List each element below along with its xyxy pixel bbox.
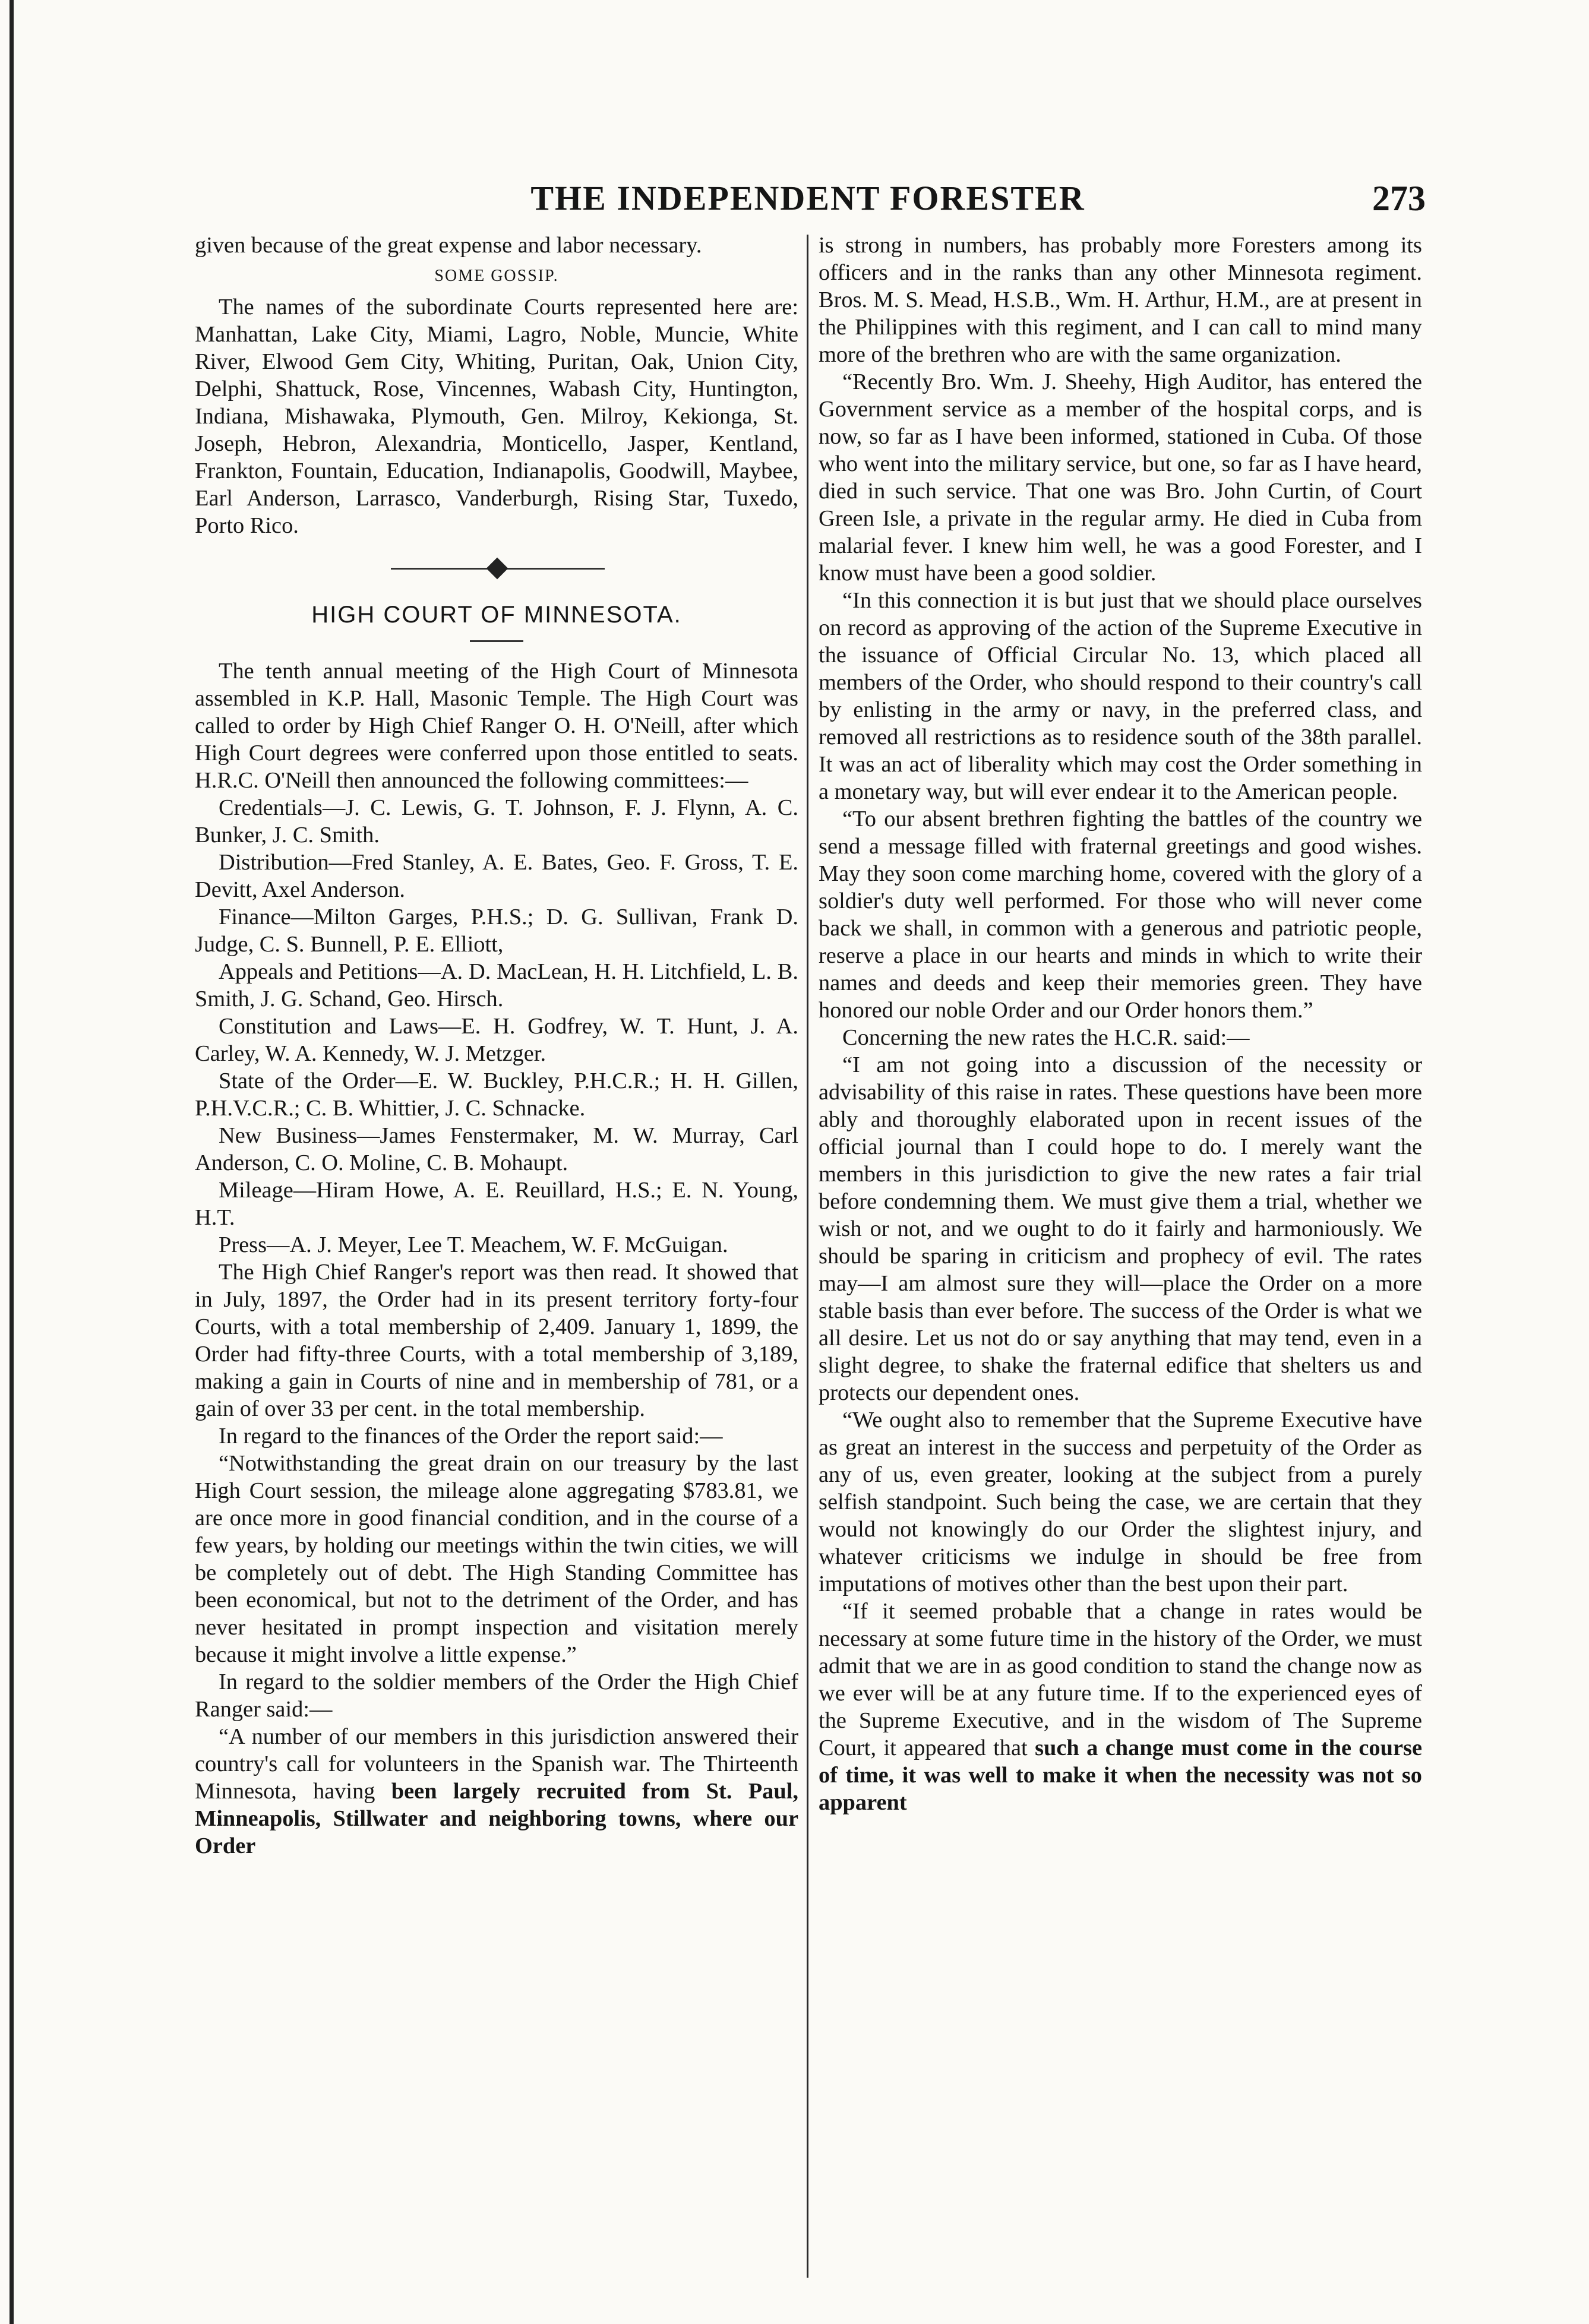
intro-paragraph: given because of the great expense and labor necessary.: [195, 233, 702, 258]
rates-quote: “I am not going into a discussion of the necessity or advisability of this raise in rates. These questions have been more ably and thoroughly elaborated upon in recent issues of the official journal than I could hope to do. I merely want the members in this jurisdiction to give the new rates a fair trial before condemning them. We must give them a trial, whether we wish or not, and we ought to do it fairly and harmoniously. We should be sparing in criticism and prophecy of evil. The rates may—I am almost sure they will—place the Order on a more stable basis than ever before. The success of the Order is what we all desire. Let us not do or say anything that may tend, even in a slight degree, to shake the fraternal edifice that shelters us and protects our dependent ones.: [819, 1052, 1422, 1405]
gossip-heading: SOME GOSSIP.: [434, 267, 559, 285]
section-ornament: [195, 557, 798, 581]
committee-finance: Finance—Milton Garges, P.H.S.; D. G. Sullivan, Frank D. Judge, C. S. Bunnell, P. E. Elliott,: [195, 905, 798, 957]
scan-edge-line: [10, 0, 14, 2324]
change-paragraph-text: “If it seemed probable that a change in rates would be necessary at some future time in the history of the Order, we must admit that we are in as good condition to stand the change now as we ever will be at any future time. If to the experienced eyes of the Supreme Executive, and in the wisdom of The Supreme Court, it appeared that: [819, 1599, 1422, 1760]
circular-paragraph: “In this connection it is but just that we should place ourselves on record as approving of the action of the Supreme Executive in the issuance of Official Circular No. 13, which placed all members of the Order, who should respond to their country's call by enlisting in the army or navy, in the preferred class, and removed all restrictions as to residence south of the 38th parallel. It was an act of liberality which may cost the Order something in a monetary way, but will ever endear it to the American people.: [819, 588, 1422, 804]
change-paragraph: [819, 1598, 1422, 1816]
soldier-quote: [195, 1723, 798, 1860]
committee-mileage: Mileage—Hiram Howe, A. E. Reuillard, H.S.; E. N. Young, H.T.: [195, 1178, 798, 1230]
committee-new-business: New Business—James Fenstermaker, M. W. Murray, Carl Anderson, C. O. Moline, C. B. Mohaupt.: [195, 1123, 798, 1175]
committee-appeals: Appeals and Petitions—A. D. MacLean, H. H. Litchfield, L. B. Smith, J. G. Schand, Geo. Hirsch.: [195, 959, 798, 1011]
column-divider: [807, 235, 808, 2278]
page-header: [196, 178, 1426, 226]
heading-rule: [470, 640, 523, 642]
committee-press: Press—A. J. Meyer, Lee T. Meachem, W. F. McGuigan.: [219, 1232, 728, 1257]
page-number: 273: [1372, 179, 1426, 218]
committee-state-of-order: State of the Order—E. W. Buckley, P.H.C.R.; H. H. Gillen, P.H.V.C.R.; C. B. Whittier, J. C. Schnacke.: [195, 1068, 798, 1121]
committee-distribution: Distribution—Fred Stanley, A. E. Bates, Geo. F. Gross, T. E. Devitt, Axel Anderson.: [195, 850, 798, 902]
gossip-paragraph: The names of the subordinate Courts represented here are: Manhattan, Lake City, Miami, Lagro, Noble, Muncie, White River, Elwood Gem City, Whiting, Puritan, Oak, Union City, Delphi, Shattuck, Rose, Vincennes, Wabash City, Huntington, Indiana, Mishawaka, Plymouth, Gen. Milroy, Kekionga, St. Joseph, Hebron, Alexandria, Monticello, Jasper, Kentland, Frankton, Fountain, Education, Indianapolis, Goodwill, Maybee, Earl Anderson, Larrasco, Vanderburgh, Rising Star, Tuxedo, Porto Rico.: [195, 295, 798, 538]
rates-intro: Concerning the new rates the H.C.R. said:—: [842, 1025, 1250, 1050]
brethren-paragraph: “To our absent brethren fighting the battles of the country we send a message filled with fraternal greetings and good wishes. May they soon come marching home, covered with the glory of a soldier's duty well performed. For those who will never come back we shall, in common with a generous and patriotic people, reserve a place in our hearts and minds in which to write their names and deeds and keep their memories green. They have honored our noble Order and our Order honors them.”: [819, 807, 1422, 1023]
right-column: [819, 232, 1422, 2263]
finances-quote: “Notwithstanding the great drain on our treasury by the last High Court session, the mileage alone aggregating $783.81, we are once more in good financial condition, and in the course of a few years, by holding our meetings within the twin cities, we will be completely out of debt. The High Standing Committee has been economical, but not to the detriment of the Order, and has never hesitated in prompt inspection and visitation merely because it might involve a little expense.”: [195, 1451, 798, 1667]
report-paragraph: The High Chief Ranger's report was then read. It showed that in July, 1897, the Order had in its present territory forty-four Courts, with a total membership of 2,409. January 1, 1899, the Order had fifty-three Courts, with a total membership of 3,189, making a gain in Courts of nine and in membership of 781, or a gain of over 33 per cent. in the total membership.: [195, 1260, 798, 1421]
soldier-intro: In regard to the soldier members of the Order the High Chief Ranger said:—: [195, 1670, 798, 1722]
change-paragraph-bold: such a change must come in the course of time, it was well to make it when the necessity was not so apparent: [819, 1735, 1422, 1815]
article-heading: HIGH COURT OF MINNESOTA.: [311, 602, 682, 628]
soldier-quote-text: “A number of our members in this jurisdiction answered their country's call for volunteers in the Spanish war. The Thirteenth Minnesota, having: [195, 1724, 798, 1804]
supreme-executive-paragraph: “We ought also to remember that the Supreme Executive have as great an interest in the success and perpetuity of the Order as any of us, even greater, looking at the subject from a purely selfish standpoint. Such being the case, we are certain that they would not knowingly do our Order the slightest injury, and whatever criticisms we indulge in should be free from imputations of motives other than the best upon their part.: [819, 1408, 1422, 1596]
regiment-paragraph: is strong in numbers, has probably more Foresters among its officers and in the ranks than any other Minnesota regiment. Bros. M. S. Mead, H.S.B., Wm. H. Arthur, H.M., are at present in the Philippines with this regiment, and I can call to mind many more of the brethren who are with the same organization.: [819, 233, 1422, 367]
left-column: [195, 232, 798, 2263]
journal-title: THE INDEPENDENT FORESTER: [530, 179, 1085, 217]
committee-credentials: Credentials—J. C. Lewis, G. T. Johnson, F. J. Flynn, A. C. Bunker, J. C. Smith.: [195, 795, 798, 848]
meeting-paragraph: The tenth annual meeting of the High Court of Minnesota assembled in K.P. Hall, Masonic Temple. The High Court was called to order by High Chief Ranger O. H. O'Neill, after which High Court degrees were conferred upon those entitled to seats. H.R.C. O'Neill then announced the following committees:—: [195, 659, 798, 793]
soldier-quote-bold: been largely recruited from St. Paul, Minneapolis, Stillwater and neighboring towns, where our Order: [195, 1779, 798, 1858]
committee-constitution: Constitution and Laws—E. H. Godfrey, W. T. Hunt, J. A. Carley, W. A. Kennedy, W. J. Metzger.: [195, 1014, 798, 1066]
sheehy-paragraph: “Recently Bro. Wm. J. Sheehy, High Auditor, has entered the Government service as a member of the hospital corps, and is now, so far as I have been informed, stationed in Cuba. Of those who went into the military service, but one, so far as I have heard, died in such service. That one was Bro. John Curtin, of Court Green Isle, a private in the regular army. He died in Cuba from malarial fever. I knew him well, he was a good Forester, and I know must have been a good soldier.: [819, 369, 1422, 586]
finances-intro: In regard to the finances of the Order the report said:—: [219, 1424, 723, 1449]
